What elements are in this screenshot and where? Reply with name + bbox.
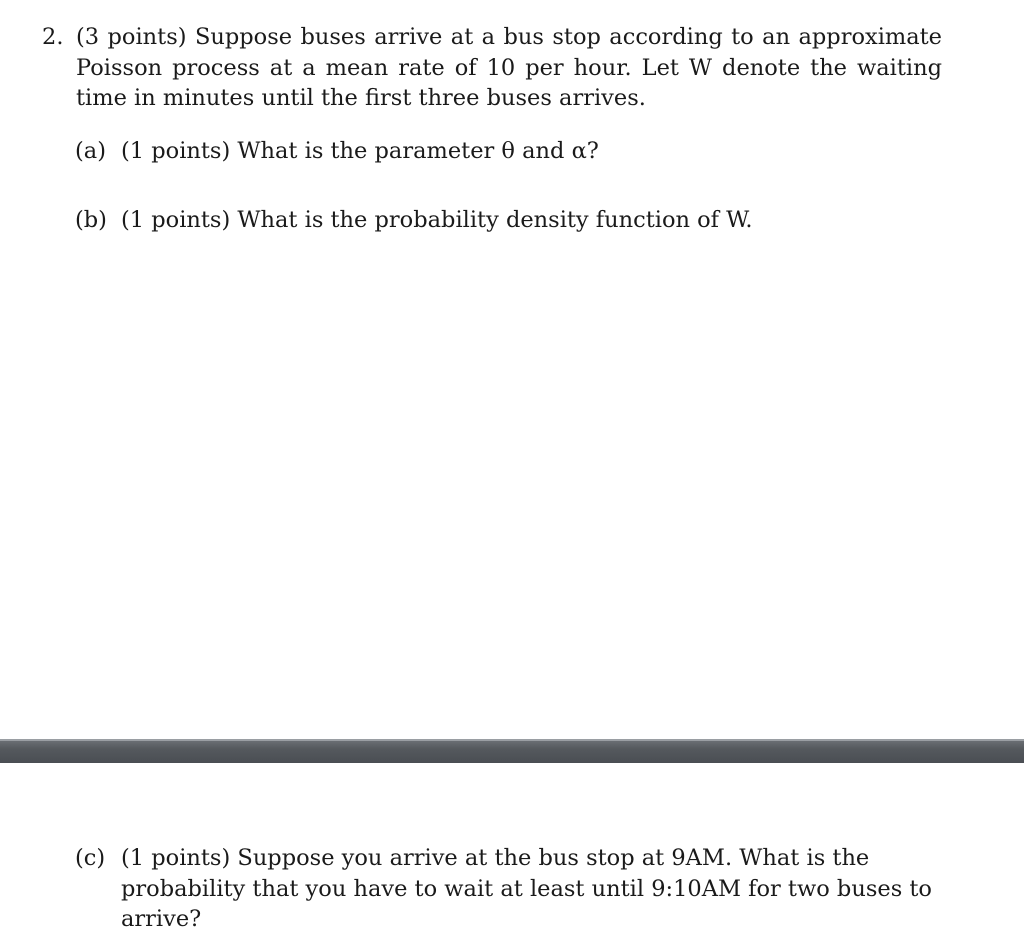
- part-c-label: (c): [75, 845, 106, 871]
- part-b-label: (b): [75, 207, 107, 233]
- page-break-divider: [0, 739, 1024, 763]
- part-a-question: (1 points) What is the parameter θ and α?: [121, 138, 599, 164]
- part-b: [75, 205, 935, 236]
- divider-highlight: [0, 739, 1024, 741]
- part-c-question: (1 points) Suppose you arrive at the bus stop at 9AM. What is the probability that you have to wait at least until 9:10AM for two buses to arrive?: [121, 845, 932, 932]
- problem-2: [42, 22, 942, 114]
- part-a: [75, 136, 935, 167]
- problem-number: 2.: [42, 24, 64, 50]
- part-a-label: (a): [75, 138, 106, 164]
- problem-statement: (3 points) Suppose buses arrive at a bus stop according to an approximate Poisson process at a mean rate of 10 per hour. Let W denote the waiting time in minutes until the first three buses arrives.: [76, 24, 942, 111]
- part-c: [75, 843, 935, 935]
- part-b-question: (1 points) What is the probability density function of W.: [121, 207, 753, 233]
